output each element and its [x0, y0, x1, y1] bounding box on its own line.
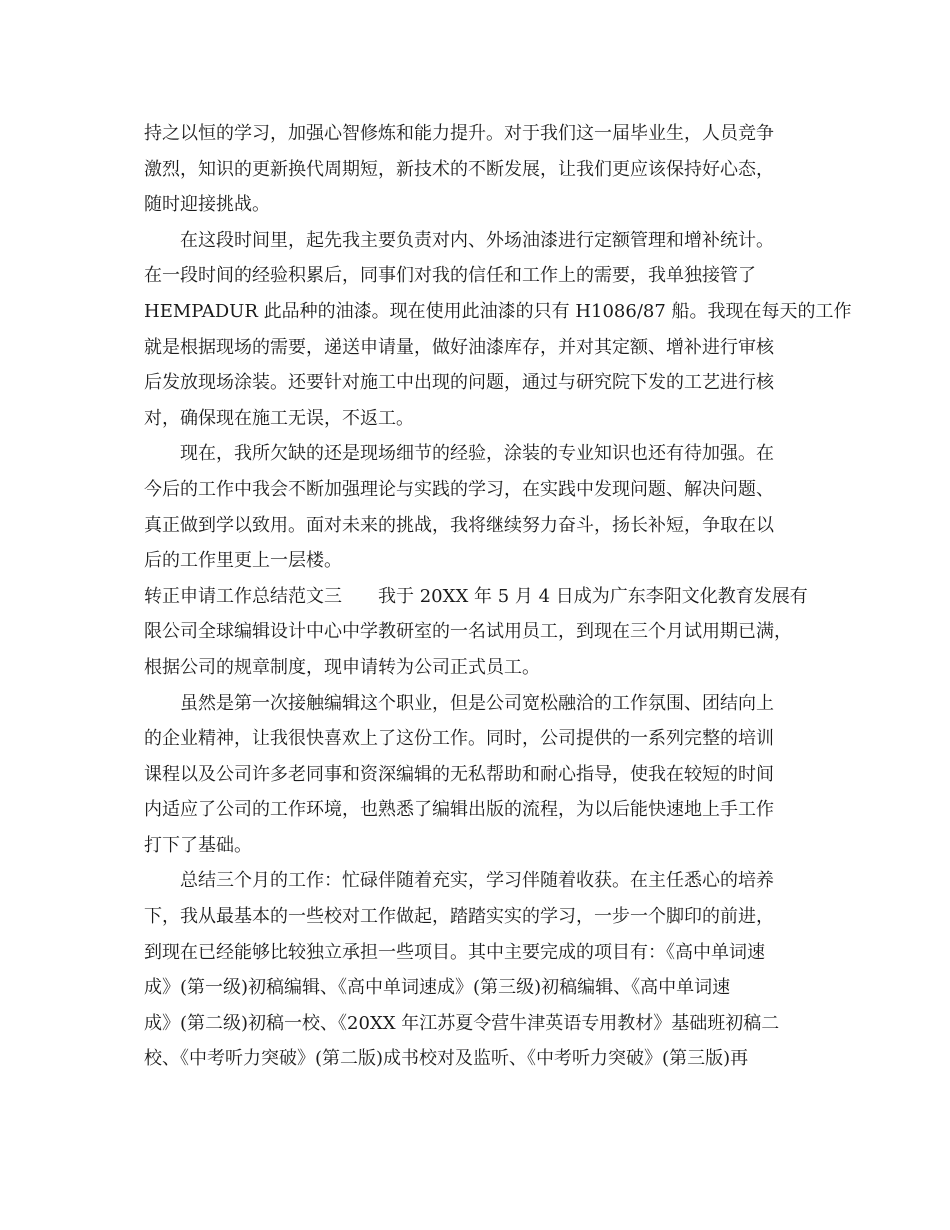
text-line: 校、《中考听力突破》(第二版)成书校对及监听、《中考听力突破》(第三版)再	[144, 1048, 749, 1070]
text-line: 就是根据现场的需要，递送申请量，做好油漆库存，并对其定额、增补进行审核	[144, 336, 774, 358]
text-line: 虽然是第一次接触编辑这个职业，但是公司宽松融洽的工作氛围、团结向上	[180, 692, 774, 714]
text-line: 激烈，知识的更新换代周期短，新技术的不断发展，让我们更应该保持好心态，	[144, 158, 774, 180]
text-line: 的企业精神，让我很快喜欢上了这份工作。同时，公司提供的一系列完整的培训	[144, 728, 774, 750]
section-heading-line: 转正申请工作总结范文三 我于 20XX 年 5 月 4 日成为广东李阳文化教育发展有	[144, 585, 808, 607]
text-line: 随时迎接挑战。	[144, 194, 270, 216]
text-line: 打下了基础。	[144, 834, 252, 856]
text-line: 成》(第一级)初稿编辑、《高中单词速成》(第三级)初稿编辑、《高中单词速	[144, 977, 731, 999]
text-line: 根据公司的规章制度，现申请转为公司正式员工。	[144, 656, 540, 678]
text-line: 内适应了公司的工作环境，也熟悉了编辑出版的流程，为以后能快速地上手工作	[144, 799, 774, 821]
text-line: 限公司全球编辑设计中心中学教研室的一名试用员工，到现在三个月试用期已满，	[144, 621, 792, 643]
text-line: 下，我从最基本的一些校对工作做起，踏踏实实的学习，一步一个脚印的前进，	[144, 906, 774, 928]
text-line: HEMPADUR 此品种的油漆。现在使用此油漆的只有 H1086/87 船。我现在每天的工作	[144, 300, 852, 322]
text-line: 持之以恒的学习，加强心智修炼和能力提升。对于我们这一届毕业生，人员竞争	[144, 123, 774, 144]
text-line: 在一段时间的经验积累后，同事们对我的信任和工作上的需要，我单独接管了	[144, 265, 756, 287]
text-line: 课程以及公司许多老同事和资深编辑的无私帮助和耐心指导，使我在较短的时间	[144, 763, 774, 785]
text-line: 今后的工作中我会不断加强理论与实践的学习，在实践中发现问题、解决问题、	[144, 478, 774, 500]
text-line: 在这段时间里，起先我主要负责对内、外场油漆进行定额管理和增补统计。	[180, 229, 774, 251]
text-line: 对，确保现在施工无误，不返工。	[144, 407, 414, 429]
text-line: 现在，我所欠缺的还是现场细节的经验，涂装的专业知识也还有待加强。在	[180, 443, 774, 465]
text-line: 到现在已经能够比较独立承担一些项目。其中主要完成的项目有：《高中单词速	[144, 941, 765, 963]
text-line: 真正做到学以致用。面对未来的挑战，我将继续努力奋斗，扬长补短，争取在以	[144, 514, 774, 536]
text-line: 成》(第二级)初稿一校、《20XX 年江苏夏令营牛津英语专用教材》基础班初稿二	[144, 1012, 780, 1034]
document-body	[144, 116, 852, 1077]
text-line: 后发放现场涂装。还要针对施工中出现的问题，通过与研究院下发的工艺进行核	[144, 372, 774, 394]
text-line: 总结三个月的工作：忙碌伴随着充实，学习伴随着收获。在主任悉心的培养	[180, 870, 774, 892]
text-line: 后的工作里更上一层楼。	[144, 550, 342, 572]
